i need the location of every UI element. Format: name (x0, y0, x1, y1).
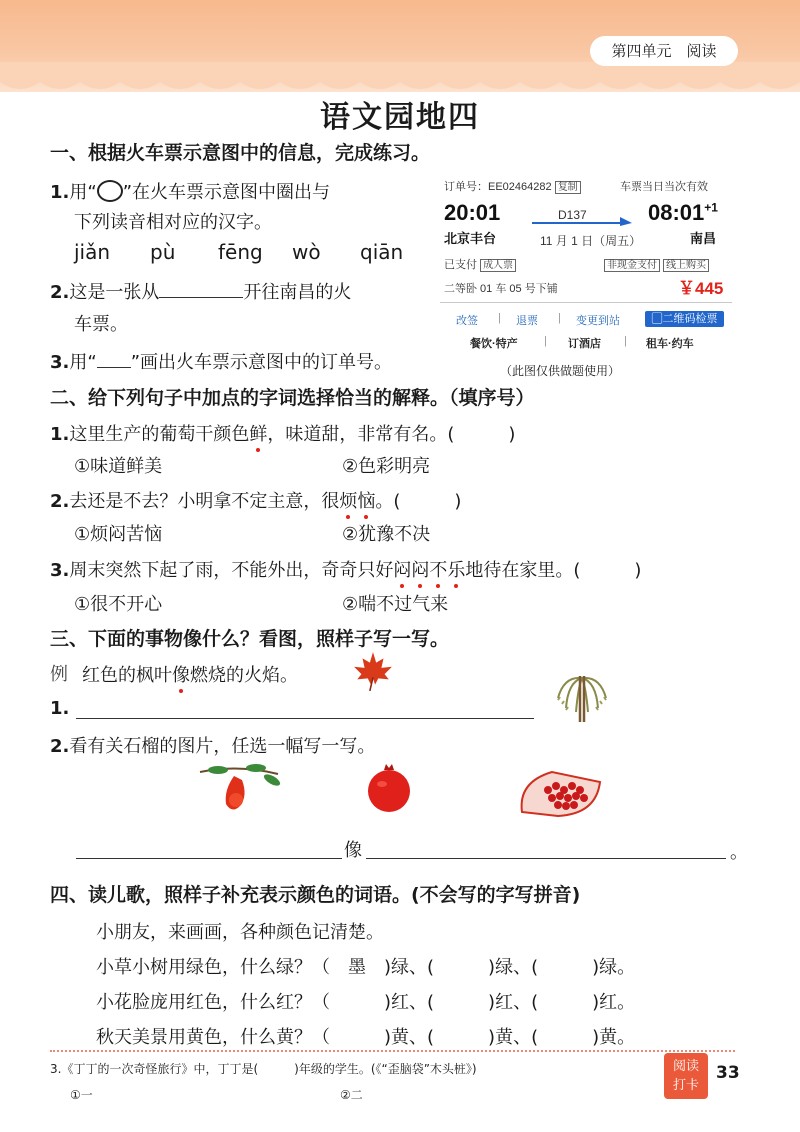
willow-tree-icon (550, 668, 614, 724)
sec1-q1-line1 (50, 178, 330, 204)
sec1-q3-text-a: 用“ (69, 352, 97, 373)
service-car[interactable]: 租车·约车 (646, 338, 694, 350)
adult-ticket-badge: 成人票 (480, 259, 516, 272)
dotted-char: 鲜 (249, 424, 268, 445)
sec1-q2-line1 (50, 278, 351, 304)
pomegranate-flower-icon (198, 760, 290, 816)
sec1-q2-text-a: 这是一张从 (69, 282, 160, 303)
copy-button[interactable]: 复制 (555, 181, 581, 194)
section1-heading: 一、根据火车票示意图中的信息，完成练习。 (50, 142, 431, 164)
link-change-station[interactable]: 变更到站 (576, 315, 620, 327)
sec2-q3 (50, 556, 641, 582)
sec1-q3-line (50, 348, 392, 374)
departure-city: 北京丰台 (444, 231, 497, 246)
pinyin-1: jiǎn (74, 240, 111, 264)
ticket-note: （此图仅供做题使用） (500, 364, 621, 378)
arrival-time-text: 08:01 (648, 200, 705, 225)
qr-check-button[interactable]: ▢二维码检票 (645, 311, 724, 327)
answer-line[interactable] (366, 858, 726, 859)
dotted-char: 像 (172, 665, 190, 686)
option-1: ①很不开心 (74, 594, 163, 615)
reading-checkin-badge (664, 1053, 708, 1099)
pomegranate-fruit-icon (364, 762, 414, 814)
sentence-text: 周末突然下起了雨，不能外出，奇奇只好 (69, 560, 394, 581)
footer-question: 3.《丁丁的一次奇怪旅行》中，丁丁是( )年级的学生。(《“歪脑袋”木头桩》) (50, 1062, 477, 1076)
sec1-q1-text-a: 用“ (69, 182, 97, 203)
separator: | (498, 312, 501, 324)
sentence-text: 这里生产的葡萄干颜色 (69, 424, 250, 445)
dotted-char: 闷 (411, 560, 430, 581)
arrow-right-icon (532, 214, 632, 228)
badge-line-1: 阅读 (672, 1059, 699, 1074)
poem-line-2: 小草小树用绿色，什么绿？（ 墨 )绿、( )绿、( )绿。 (96, 957, 636, 978)
answer-line[interactable] (76, 858, 342, 859)
sec3-q1 (50, 698, 69, 719)
page-number: 33 (716, 1063, 740, 1083)
sec3-q2 (50, 732, 375, 758)
page-title: 语文园地四 (320, 100, 480, 135)
arrival-time (648, 200, 718, 226)
pinyin-3: fēng (218, 240, 263, 264)
separator: | (624, 335, 627, 347)
payment-status (444, 256, 516, 272)
noncash-badge: 非现金支付 (604, 259, 660, 272)
seat-info: 二等卧 01 车 05 号下铺 (444, 283, 558, 295)
pinyin-2: pù (150, 240, 176, 264)
sec1-q1-line2: 下列读音相对应的汉字。 (74, 212, 272, 233)
online-badge: 线上购买 (663, 259, 709, 272)
example-sentence (82, 661, 298, 687)
service-food[interactable]: 餐饮·特产 (470, 338, 518, 350)
sec1-q2-text-b: 开往南昌的火 (243, 282, 352, 303)
order-number-text: 订单号：EE02464282 (444, 181, 552, 193)
sentence-text: 。( ) (375, 491, 462, 512)
pinyin-5: qiān (360, 240, 404, 264)
answer-blank[interactable] (159, 280, 243, 298)
example-label: 例 (50, 664, 68, 685)
paid-text: 已支付 (444, 259, 477, 271)
question-number: 2. (50, 491, 70, 512)
circle-symbol-icon (97, 180, 123, 202)
sec1-q2-line2: 车票。 (74, 314, 128, 335)
poem-line-3: 小花脸庞用红色，什么红？（ )红、( )红、( )红。 (96, 992, 636, 1013)
sec1-q1-text-b: ”在火车票示意图中圈出与 (122, 182, 331, 203)
dotted-char: 乐 (447, 560, 466, 581)
ticket-divider (440, 302, 732, 303)
link-change[interactable]: 改签 (456, 315, 478, 327)
separator: | (558, 312, 561, 324)
arrival-day-offset: +1 (704, 200, 718, 215)
sentence-end: 。 (730, 842, 748, 863)
dotted-char: 恼 (357, 491, 376, 512)
question-number: 1. (50, 698, 70, 719)
option-2: ②色彩明亮 (342, 456, 431, 477)
dotted-char: 闷 (393, 560, 412, 581)
poem-line-1: 小朋友，来画画，各种颜色记清楚。 (96, 922, 384, 943)
sentence-text: ，味道甜，非常有名。( ) (267, 424, 516, 445)
sec2-q2 (50, 487, 461, 513)
footer-option-1: ①一 (70, 1088, 93, 1102)
like-text: 像 (344, 840, 362, 861)
pinyin-4: wò (292, 240, 321, 264)
header-wave (0, 62, 800, 96)
footer-divider (50, 1050, 735, 1052)
sentence-text: 地待在家里。( ) (465, 560, 642, 581)
example-text: 燃烧的火焰。 (190, 665, 298, 686)
travel-date: 11 月 1 日（周五） (540, 234, 642, 248)
sec2-q1 (50, 420, 515, 446)
poem-line-4: 秋天美景用黄色，什么黄？（ )黄、( )黄、( )黄。 (96, 1027, 636, 1048)
sec3-q2-text: 看有关石榴的图片，任选一幅写一写。 (69, 736, 376, 757)
service-hotel[interactable]: 订酒店 (568, 338, 601, 350)
question-number: 1. (50, 424, 70, 445)
option-2: ②喘不过气来 (342, 594, 449, 615)
section2-heading: 二、给下列句子中加点的字词选择恰当的解释。（填序号） (50, 387, 535, 409)
departure-time: 20:01 (444, 200, 501, 225)
maple-leaf-icon (352, 650, 394, 692)
footer-option-2: ②二 (340, 1088, 363, 1102)
badge-line-2: 打卡 (672, 1078, 699, 1093)
option-2: ②犹豫不决 (342, 524, 431, 545)
dotted-char: 烦 (339, 491, 358, 512)
section3-heading: 三、下面的事物像什么？看图，照样子写一写。 (50, 628, 450, 650)
arrival-city: 南昌 (690, 231, 717, 246)
link-refund[interactable]: 退票 (516, 315, 538, 327)
question-number: 3. (50, 560, 70, 581)
sentence-text: 去还是不去？小明拿不定主意，很 (69, 491, 340, 512)
question-number: 2. (50, 282, 70, 303)
pomegranate-seeds-icon (512, 762, 606, 818)
example-text: 红色的枫叶 (82, 665, 172, 686)
sec1-q3-text-b: ”画出火车票示意图中的订单号。 (130, 352, 393, 373)
option-1: ①味道鲜美 (74, 456, 163, 477)
underline-symbol (97, 350, 131, 368)
train-ticket (440, 170, 732, 382)
dotted-char: 不 (429, 560, 448, 581)
question-number: 1. (50, 182, 70, 203)
ticket-price: ￥445 (678, 279, 724, 298)
ticket-order-number (444, 178, 581, 194)
option-1: ①烦闷苦恼 (74, 524, 163, 545)
question-number: 2. (50, 736, 70, 757)
train-number: D137 (558, 208, 587, 222)
unit-tag: 第四单元 阅读 (590, 36, 738, 66)
separator: | (544, 335, 547, 347)
question-number: 3. (50, 352, 70, 373)
payment-badges (604, 256, 709, 271)
section4-heading: 四、读儿歌，照样子补充表示颜色的词语。(不会写的字写拼音) (50, 884, 581, 906)
ticket-valid: 车票当日当次有效 (620, 181, 708, 193)
answer-line[interactable] (76, 718, 534, 719)
